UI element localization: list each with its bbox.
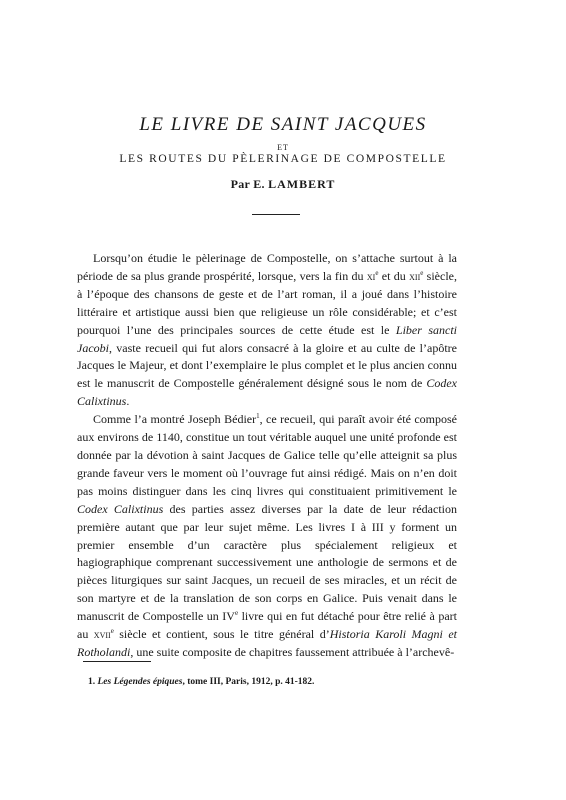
superscript: e [234,609,239,618]
footnote-separator [83,661,151,662]
italic-title: Liber sancti Jacobi [77,322,457,355]
article-title: LE LIVRE DE SAINT JACQUES [139,114,427,135]
superscript: e [375,268,379,277]
text-run: des parties assez diverses par la date de leur rédaction première autant que par leur sujet même. Les livres I à III y forment un premier ensemble d’un caractère plus spécialement religieux et hagiographique comprenant successivement une anthologie de sermons et de pièces liturgiques sur saint Jacques, un recueil de ses miracles, et un récit de son martyre et de la translation de son corps en Galice. Puis venait dans le manuscrit de Compostelle un IV [77,501,457,624]
author-line [0,177,566,192]
text-run: , ce recueil, qui paraît avoir été composé aux environs de 1140, constitue un tout véritable auquel une unité profonde est donnée par la dévotion à saint Jacques de Galice telle qu’elle atteignit sa plus grande faveur vers le moment où l’ouvrage fut ainsi rédigé. Mais on n’en doit pas moins distinguer dans les cinq livres qui constituaient primitivement le [77,412,458,498]
text-run: livre qui en fut détaché pour être relié à part au [77,609,457,642]
italic-title: Codex Calixtinus [77,501,164,516]
superscript: e [110,627,114,636]
body-paragraph-2 [77,411,457,662]
century-numeral: xii [409,268,421,283]
footnote [88,677,458,687]
footnote-number: 1. [88,677,96,687]
text-run: , vaste recueil qui fut alors consacré à la gloire et au culte de l’apôtre Jacques le Majeur, et dont l’exemplaire le plus complet et le plus ancien connu est le manuscrit de Compostelle généralement désigné sous le nom de [77,340,457,391]
century-numeral: xi [366,268,376,283]
footnote-citation: , tome III, Paris, 1912, p. 41-182. [182,677,315,687]
footnote-title: Les Légendes épiques [97,677,183,687]
text-run: siècle, à l’époque des chansons de geste et de l’art roman, il a joué dans l’histoire littéraire et artistique aussi bien que religieuse un rôle considérable; et c’est pourquoi l’une des principales sources de cette étude est le [77,268,457,337]
italic-title: Codex Calixtinus [77,376,457,409]
text-run: Lorsqu’on étudie le pèlerinage de Compostelle, on s’attache surtout à la période de sa plus grande prospérité, lorsque, vers la fin du [77,251,457,283]
text-run: Comme l’a montré Joseph Bédier [93,412,257,427]
text-run: . [126,394,130,409]
body-paragraph-1 [77,250,457,411]
century-numeral: xvii [93,627,111,642]
article-body [77,250,457,662]
footnote-reference[interactable]: 1 [256,412,260,421]
article-subtitle: LES ROUTES DU PÈLERINAGE DE COMPOSTELLE [119,153,447,165]
italic-title: Historia Karoli Magni et Rotholandi [77,627,458,659]
text-run: siècle et contient, sous le titre général d’ [113,627,330,642]
author-prefix: Par E. [230,177,265,191]
text-run: et du [378,268,410,283]
author-name: LAMBERT [268,177,336,191]
superscript: e [420,268,424,277]
title-separator [252,214,300,215]
title-conjunction: ET [277,143,289,152]
text-run: , une suite composite de chapitres faussement attribuée à l’archevê- [130,644,455,659]
